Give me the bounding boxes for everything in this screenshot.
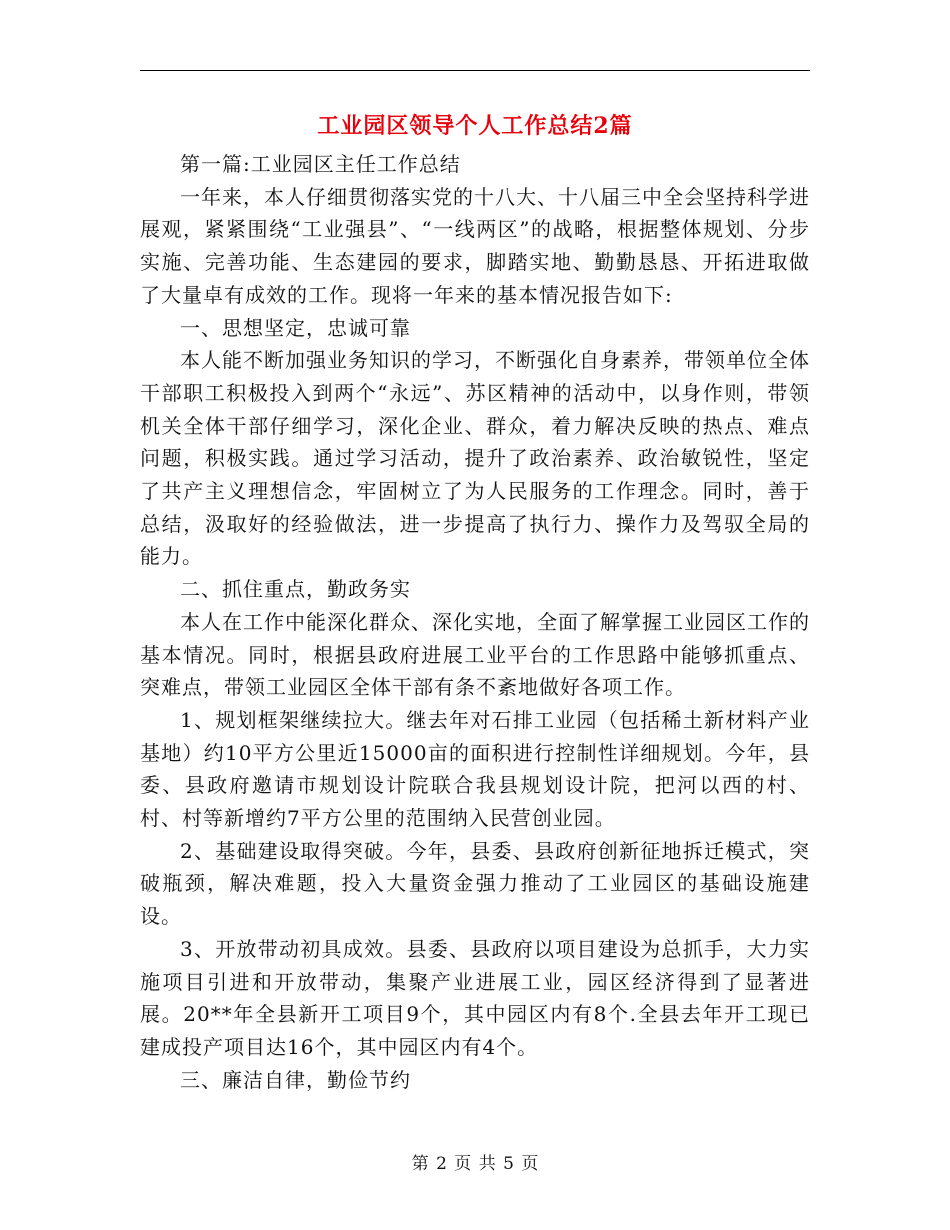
paragraph: 3、开放带动初具成效。县委、县政府以项目建设为总抓手，大力实施项目引进和开放带动，集聚产业进展工业，园区经济得到了显著进展。20**年全县新开工项目9个，其中园区内有8个.全县去年开工现已建成投产项目达16个，其中园区内有4个。 — [140, 936, 810, 1059]
paragraph: 1、规划框架继续拉大。继去年对石排工业园（包括稀土新材料产业基地）约10平方公里近15000亩的面积进行控制性详细规划。今年，县委、县政府邀请市规划设计院联合我县规划设计院，把河以西的村、村、村等新增约7平方公里的范围纳入民营创业园。 — [140, 707, 810, 831]
paragraph: 2、基础建设取得突破。今年，县委、县政府创新征地拆迁模式，突破瓶颈，解决难题，投入大量资金强力推动了工业园区的基础设施建设。 — [140, 838, 810, 929]
header-rule — [140, 70, 810, 71]
section-heading: 二、抓住重点，勤政务实 — [180, 577, 411, 602]
document-body — [140, 148, 810, 1096]
page-number: 第 2 页 共 5 页 — [411, 1154, 539, 1174]
section-heading: 第一篇:工业园区主任工作总结 — [180, 152, 461, 176]
document-title: 工业园区领导个人工作总结2篇 — [317, 113, 633, 139]
paragraph: 本人在工作中能深化群众、深化实地，全面了解掌握工业园区工作的基本情况。同时，根据县政府进展工业平台的工作思路中能够抓重点、突难点，带领工业园区全体干部有条不紊地做好各项工作。 — [140, 609, 810, 700]
section-heading: 三、廉洁自律，勤俭节约 — [180, 1067, 411, 1092]
paragraph: 一年来，本人仔细贯彻落实党的十八大、十八届三中全会坚持科学进展观，紧紧围绕“工业强县”、“一线两区”的战略，根据整体规划、分步实施、完善功能、生态建园的要求，脚踏实地、勤勤恳恳、开拓进取做了大量卓有成效的工作。现将一年来的基本情况报告如下: — [140, 184, 810, 307]
section-heading: 一、思想坚定，忠诚可靠 — [180, 315, 411, 340]
paragraph: 本人能不断加强业务知识的学习，不断强化自身素养，带领单位全体干部职工积极投入到两个“永远”、苏区精神的活动中，以身作则，带领机关全体干部仔细学习，深化企业、群众，着力解决反映的热点、难点问题，积极实践。通过学习活动，提升了政治素养、政治敏锐性，坚定了共产主义理想信念，牢固树立了为人民服务的工作理念。同时，善于总结，汲取好的经验做法，进一步提高了执行力、操作力及驾驭全局的能力。 — [140, 348, 810, 569]
